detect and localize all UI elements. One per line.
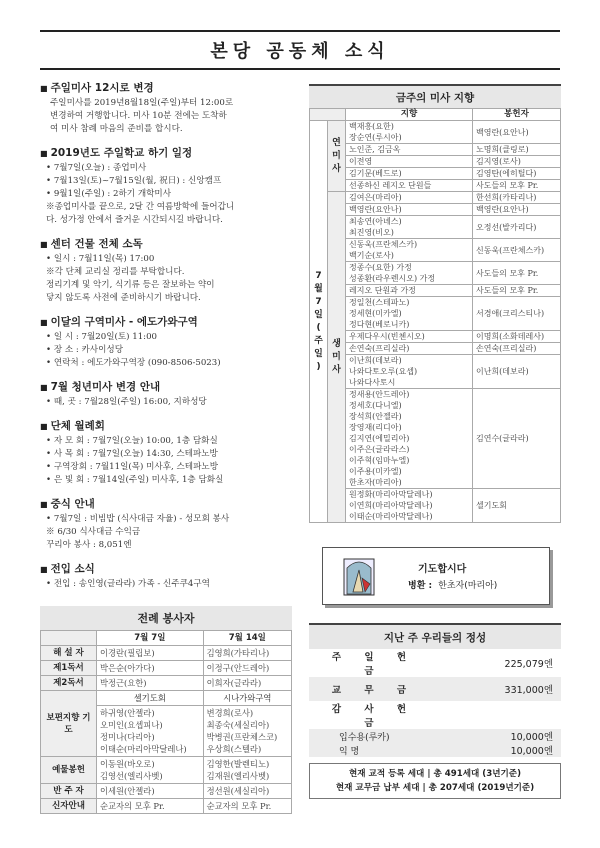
cell-line: 우상희(스텔라) xyxy=(206,744,262,754)
news-section xyxy=(40,236,298,305)
table-row xyxy=(310,144,561,156)
intention-cell xyxy=(346,144,473,156)
cell: 박은순(아가다) xyxy=(97,661,204,676)
offerer-cell: 신동욱(프란체스카) xyxy=(473,239,561,262)
prayer-title: 기도합시다 xyxy=(418,564,467,575)
table-row xyxy=(41,676,292,691)
vertical-char: ) xyxy=(316,361,321,372)
cell-line: 우제다우시(빈첸시오) xyxy=(349,332,425,341)
table-row xyxy=(310,489,561,523)
section-note: ※ 6/30 식사대금 수익금 xyxy=(46,527,141,537)
sub-header: 시나가와구역 xyxy=(203,691,291,706)
section-note: ※종업미사를 끝으로, 2달 간 여름방학에 들어갑니 xyxy=(46,202,235,212)
section-list xyxy=(40,162,298,201)
square-bullet-icon: ■ xyxy=(40,422,48,431)
section-note: 꾸리아 봉사 : 8,051엔 xyxy=(46,540,132,550)
square-bullet-icon: ■ xyxy=(40,500,48,509)
cell-line: 박병권(프란체스코) xyxy=(206,732,278,742)
vertical-char: 사 xyxy=(332,364,341,375)
section-list xyxy=(40,578,298,591)
offerer-cell: 김지영(로사) xyxy=(473,156,561,168)
vertical-char: ( xyxy=(316,322,321,333)
cell: 이희자(글라라) xyxy=(203,676,291,691)
section-text: 여 미사 참례 마음의 준비를 합시다. xyxy=(50,124,183,134)
section-note: ※각 단체 교리실 정리를 부탁합니다. xyxy=(46,267,185,277)
intention-cell xyxy=(346,355,473,389)
section-heading-text: 전입 소식 xyxy=(50,563,95,575)
row-label: 반 주 자 xyxy=(41,784,97,799)
cell-line: 한초자(마리아) xyxy=(349,478,402,487)
offerer-cell: 서경애(크리스티나) xyxy=(473,297,561,331)
table-row xyxy=(310,285,561,297)
vertical-char: 일 xyxy=(314,348,323,359)
list-item: • 7월7일(오늘) : 종업미사 xyxy=(46,162,298,175)
news-section xyxy=(40,496,298,552)
prayer-box xyxy=(322,547,550,605)
intention-cell xyxy=(346,168,473,180)
section-heading-text: 주일미사 12시로 변경 xyxy=(50,82,154,94)
offerer-cell: 셀기도회 xyxy=(473,489,561,523)
row-label: 보편지향 기 도 xyxy=(41,691,97,757)
col-header: 7월 14일 xyxy=(203,631,291,646)
cell-line: 김여은(마리아) xyxy=(349,193,402,202)
table-row xyxy=(310,180,561,192)
list-item: • 일 시 : 7월20일(토) 11:00 xyxy=(46,331,298,344)
offering-subrow xyxy=(309,743,561,757)
cell-line: 나와다토오루(요셉) xyxy=(349,367,418,376)
prayer-label: 병환 : xyxy=(408,581,433,591)
row-label: 예물봉헌 xyxy=(41,757,97,784)
cell: 이경란(필립보) xyxy=(97,646,204,661)
row-label: 해 설 자 xyxy=(41,646,97,661)
cell: 이세원(안젤라) xyxy=(97,784,204,799)
news-section xyxy=(40,145,298,227)
cell-line: 김영한(발렌티노) xyxy=(206,759,270,769)
cell-line: 최진영(비오) xyxy=(349,228,394,237)
mass-kind xyxy=(328,121,346,192)
list-item: • 구역장회 : 7월11일(목) 미사후, 스테파노방 xyxy=(46,461,298,474)
page-title-box xyxy=(40,30,560,70)
list-item: • 7월13일(토)~7월15일(월, 祝日) : 신앙캠프 xyxy=(46,175,298,188)
table-row xyxy=(310,239,561,262)
cell-line: 이주용(미카엘) xyxy=(349,467,402,476)
cell xyxy=(203,757,291,784)
cell-line: 이태순(마리아막달레나) xyxy=(349,512,433,521)
offering-value: 10,000엔 xyxy=(439,729,561,743)
section-heading-text: 단체 월례회 xyxy=(50,420,105,432)
section-list xyxy=(40,396,298,409)
offerer-cell: 백영란(요안나) xyxy=(473,121,561,144)
offering-row xyxy=(309,701,561,729)
square-bullet-icon: ■ xyxy=(40,383,48,392)
news-section xyxy=(40,561,298,591)
offering-value: 331,000엔 xyxy=(439,677,561,701)
intention-cell xyxy=(346,180,473,192)
offerer-cell: 사도들의 모후 Pr. xyxy=(473,285,561,297)
table-row xyxy=(310,156,561,168)
list-item: • 9월1일(주일) : 2하기 개학미사 xyxy=(46,188,298,201)
cell-line: 김지연(에밀리아) xyxy=(349,434,410,443)
section-list xyxy=(40,253,298,266)
table-row xyxy=(310,343,561,355)
offerer-cell: 오정선(발카리다) xyxy=(473,216,561,239)
corner-cell xyxy=(310,109,346,121)
section-heading-text: 7월 청년미사 변경 안내 xyxy=(50,381,161,393)
cell-line: 성종환(라우렌시오) 가정 xyxy=(349,274,436,283)
stats-line-1: 현재 교적 등록 세대 | 총 491세대 (3년기준) xyxy=(348,769,522,779)
offerer-cell: 한선희(카타리나) xyxy=(473,192,561,204)
prayer-name: 한초자(마리아) xyxy=(438,581,498,591)
row-label: 신자안내 xyxy=(41,799,97,814)
news-section xyxy=(40,379,298,409)
intention-cell xyxy=(346,156,473,168)
offering-value: 10,000엔 xyxy=(439,743,561,757)
list-item: • 7월7일 : 비빔밥 (식사대금 자율) - 성모회 봉사 xyxy=(46,513,298,526)
section-heading xyxy=(40,145,298,160)
col-header: 지향 xyxy=(346,109,473,121)
intention-cell xyxy=(346,297,473,331)
cell: 박정근(요한) xyxy=(97,676,204,691)
cell-line: 정세호(다니엘) xyxy=(349,401,402,410)
corner-cell xyxy=(41,631,97,646)
cell-line: 최송연(아녜스) xyxy=(349,217,402,226)
list-item: • 전입 : 송인영(글라라) 가족 - 신주쿠4구역 xyxy=(46,578,298,591)
sub-header: 셀기도회 xyxy=(97,691,204,706)
offerer-cell: 손연숙(프리실라) xyxy=(473,343,561,355)
offering-sublabel: 익 명 xyxy=(309,743,439,757)
cell-line: 장영재(리디아) xyxy=(349,423,402,432)
offering-label: 감 사 헌 금 xyxy=(331,704,417,729)
section-text: 주일미사를 2019년8월18일(주일)부터 12:00로 xyxy=(50,98,234,108)
stats-line-2: 현재 교무금 납부 세대 | 총 207세대 (2019년기준) xyxy=(335,783,535,793)
table-row xyxy=(310,297,561,331)
offering-row xyxy=(309,677,561,701)
offering-sublabel: 입수용(루카) xyxy=(309,729,439,743)
vertical-char: 사 xyxy=(332,163,341,174)
cell xyxy=(97,757,204,784)
servers-table xyxy=(40,630,292,814)
square-bullet-icon: ■ xyxy=(40,240,48,249)
cell-line: 정미나(다리아) xyxy=(100,732,155,742)
cell-line: 백재흥(요한) xyxy=(349,122,394,131)
section-heading xyxy=(40,418,298,433)
section-heading-text: 센터 건물 전체 소독 xyxy=(50,238,143,250)
section-heading xyxy=(40,80,298,95)
cell-line: 이주은(글라라스) xyxy=(349,445,410,454)
offering-label: 주 일 헌 금 xyxy=(331,652,417,677)
cell: 순교자의 모후 Pr. xyxy=(97,799,204,814)
vertical-char: 7 xyxy=(315,270,322,281)
offering-row xyxy=(309,649,561,677)
cell-line: 변경희(로사) xyxy=(206,708,254,718)
list-item: • 일시 : 7월11일(목) 17:00 xyxy=(46,253,298,266)
offerer-cell: 김연수(글라라) xyxy=(473,389,561,489)
offerer-cell: 사도들의 모후 Pr. xyxy=(473,180,561,192)
news-section xyxy=(40,314,298,370)
section-heading xyxy=(40,236,298,251)
cell-line: 장석희(안젤라) xyxy=(349,412,402,421)
vertical-char: 월 xyxy=(314,283,323,294)
intention-cell xyxy=(346,262,473,285)
list-item: • 때, 곳 : 7월28일(주일) 16:00, 지하성당 xyxy=(46,396,298,409)
table-row xyxy=(41,661,292,676)
offerer-cell: 이난희(데보라) xyxy=(473,355,561,389)
cell-line: 장순연(루시아) xyxy=(349,133,402,142)
cell-line: 이태순(마리아막달레나) xyxy=(100,744,187,754)
table-row xyxy=(310,192,561,204)
cell-line: 정종수(요한) 가정 xyxy=(349,263,412,272)
section-note: 정리기계 및 악기, 식기류 등은 잘보하는 약이 xyxy=(46,280,215,290)
cell-line: 이주혁(임마누엘) xyxy=(349,456,410,465)
cell: 이정구(안드레아) xyxy=(203,661,291,676)
table-row xyxy=(310,262,561,285)
vertical-char: 생 xyxy=(332,338,341,349)
stats-box xyxy=(309,763,561,799)
offering-label: 교 무 금 xyxy=(309,677,439,701)
intention-cell xyxy=(346,331,473,343)
cell-line: 백기순(로사) xyxy=(349,251,394,260)
offerer-cell: 백영란(요안나) xyxy=(473,204,561,216)
offerer-cell: 김영탄(에히틸다) xyxy=(473,168,561,180)
cell-line: 정세현(미카엘) xyxy=(349,309,402,318)
cell-line: 김재원(엘리사벳) xyxy=(206,771,270,781)
cell xyxy=(203,706,291,757)
table-row xyxy=(310,355,561,389)
praying-hands-icon xyxy=(343,558,375,596)
table-row xyxy=(310,109,561,121)
offering-heading: 지난 주 우리들의 정성 xyxy=(309,623,561,649)
intention-cell xyxy=(346,121,473,144)
servers-heading: 전례 봉사자 xyxy=(40,606,292,630)
news-section xyxy=(40,80,298,136)
cell-line: 이연희(마리아막달레나) xyxy=(349,501,433,510)
cell-line: 정다현(베로니카) xyxy=(349,320,410,329)
list-item: • 연락처 : 에도가와구역장 (090-8506-5023) xyxy=(46,357,298,370)
row-label: 제2독서 xyxy=(41,676,97,691)
cell-line: 노인준, 김금옥 xyxy=(349,145,401,154)
cell-line: 김기문(베드로) xyxy=(349,169,402,178)
section-heading xyxy=(40,314,298,329)
section-note: 닿지 않도록 사전에 준비하시기 바랍니다. xyxy=(46,293,201,303)
square-bullet-icon: ■ xyxy=(40,318,48,327)
vertical-char: 미 xyxy=(332,150,341,161)
section-heading xyxy=(40,379,298,394)
cell-line: 정일천(스테파노) xyxy=(349,298,410,307)
intention-cell xyxy=(346,489,473,523)
intention-cell xyxy=(346,216,473,239)
offering-value xyxy=(439,701,561,729)
vertical-char: 일 xyxy=(314,309,323,320)
cell xyxy=(97,706,204,757)
table-row xyxy=(41,784,292,799)
cell: 정선원(세실리아) xyxy=(203,784,291,799)
vertical-char: 연 xyxy=(332,137,341,148)
square-bullet-icon: ■ xyxy=(40,84,48,93)
square-bullet-icon: ■ xyxy=(40,565,48,574)
section-note: 다. 성가정 안에서 즐거운 시간되시길 바랍니다. xyxy=(46,215,223,225)
prayer-line xyxy=(408,578,497,591)
square-bullet-icon: ■ xyxy=(40,149,48,158)
list-item: • 자 모 회 : 7월7일(오늘) 10:00, 1층 담화실 xyxy=(46,435,298,448)
section-heading xyxy=(40,496,298,511)
list-item: • 장 소 : 카사이성당 xyxy=(46,344,298,357)
cell-line: 하귀영(안젤라) xyxy=(100,708,155,718)
offerer-cell: 이명희(소화데레사) xyxy=(473,331,561,343)
section-text: 변경하여 거행합니다. 미사 10분 전에는 도착하 xyxy=(50,111,227,121)
table-row xyxy=(310,121,561,144)
intention-cell xyxy=(346,204,473,216)
mass-date xyxy=(310,121,328,523)
list-item: • 사 목 회 : 7월7일(오늘) 14:30, 스테파노방 xyxy=(46,448,298,461)
table-row xyxy=(41,799,292,814)
cell-line: 김영선(엘리사벳) xyxy=(100,771,163,781)
cell-line: 원정화(마리아막달레나) xyxy=(349,490,433,499)
intentions-heading: 금주의 미사 지향 xyxy=(309,84,561,108)
intention-cell xyxy=(346,239,473,262)
mass-kind xyxy=(328,192,346,523)
col-header: 7월 7일 xyxy=(97,631,204,646)
section-list xyxy=(40,331,298,370)
cell-line: 백영란(요안나) xyxy=(349,205,402,214)
section-heading-text: 2019년도 주일학교 하기 일정 xyxy=(50,147,193,159)
cell-line: 오미인(요셉피나) xyxy=(100,720,163,730)
vertical-char: 주 xyxy=(314,335,323,346)
offerer-cell: 노명희(클링로) xyxy=(473,144,561,156)
offerer-cell: 사도들의 모후 Pr. xyxy=(473,262,561,285)
offering-subrow xyxy=(309,729,561,743)
offering-value: 225,079엔 xyxy=(504,659,553,670)
intention-cell xyxy=(346,343,473,355)
offering-table xyxy=(309,649,561,757)
intention-cell xyxy=(346,389,473,489)
table-row xyxy=(41,691,292,706)
cell-line: 손연숙(프리실라) xyxy=(349,344,410,353)
vertical-char: 미 xyxy=(332,351,341,362)
list-item: • 은 빛 회 : 7월14일(주일) 미사후, 1층 담화실 xyxy=(46,474,298,487)
intention-cell xyxy=(346,285,473,297)
vertical-char: 7 xyxy=(315,296,322,307)
cell-line: 레지오 단원과 가정 xyxy=(349,286,416,295)
page-title: 본당 공동체 소식 xyxy=(210,41,390,62)
cell-line: 선종하신 레지오 단원들 xyxy=(349,181,432,190)
cell-line: 이난희(데보라) xyxy=(349,356,402,365)
cell-line: 이동원(바오로) xyxy=(100,759,155,769)
section-list xyxy=(40,513,298,526)
intention-cell xyxy=(346,192,473,204)
table-row xyxy=(310,389,561,489)
table-row xyxy=(310,204,561,216)
cell: 순교자의 모후 Pr. xyxy=(203,799,291,814)
table-row xyxy=(41,757,292,784)
table-row xyxy=(310,168,561,180)
cell-line: 이전영 xyxy=(349,157,373,166)
col-header: 봉헌자 xyxy=(473,109,561,121)
table-row xyxy=(41,646,292,661)
news-section xyxy=(40,418,298,487)
table-row xyxy=(310,216,561,239)
intentions-table xyxy=(309,108,561,523)
row-label: 제1독서 xyxy=(41,661,97,676)
cell-line: 나와다사토시 xyxy=(349,378,396,387)
table-row xyxy=(310,331,561,343)
cell-line: 정새용(안드레아) xyxy=(349,390,410,399)
section-list xyxy=(40,435,298,487)
section-heading-text: 이달의 구역미사 - 에도가와구역 xyxy=(50,316,198,328)
cell-line: 최종숙(세실리아) xyxy=(206,720,270,730)
news-column xyxy=(40,80,298,600)
cell: 김영희(가타리나) xyxy=(203,646,291,661)
cell-line: 신동욱(프란체스카) xyxy=(349,240,418,249)
section-heading-text: 중식 안내 xyxy=(50,498,95,510)
section-heading xyxy=(40,561,298,576)
table-row xyxy=(41,631,292,646)
